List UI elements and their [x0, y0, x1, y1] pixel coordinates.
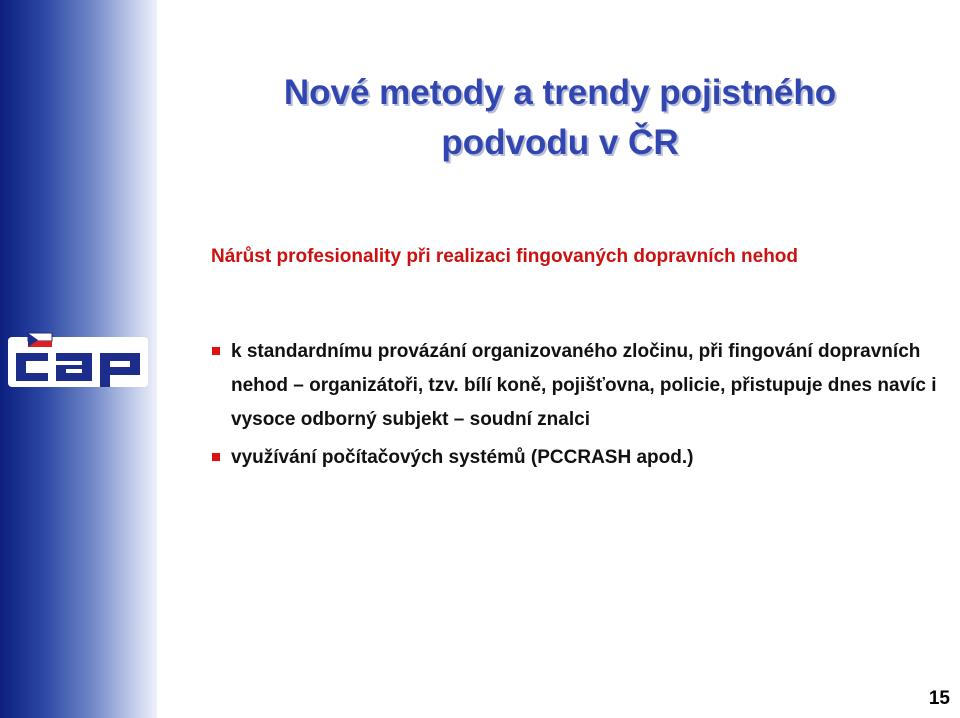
slide-title-line-2: podvodu v ČR [441, 123, 679, 162]
bullet-text: k standardnímu provázání organizovaného zločinu, při fingování dopravních nehod – organizátoři, tzv. bílí koně, pojišťovna, policie, přistupuje dnes navíc i vysoce odborný subjekt – soudní znalci [231, 341, 937, 430]
bullet-item [211, 335, 941, 437]
bullet-text: využívání počítačových systémů (PCCRASH apod.) [231, 447, 694, 468]
square-bullet-icon [212, 453, 220, 461]
cap-logo-icon [8, 331, 148, 389]
bullet-item [211, 441, 941, 475]
bullet-list [211, 335, 941, 479]
sidebar-gradient [0, 0, 157, 718]
slide-title [160, 68, 960, 168]
slide-title-line-1: Nové metody a trendy pojistného [283, 73, 837, 112]
square-bullet-icon [212, 347, 220, 355]
page-number: 15 [928, 688, 950, 709]
slide-subheading: Nárůst profesionality při realizaci fingovaných dopravních nehod [211, 246, 799, 267]
